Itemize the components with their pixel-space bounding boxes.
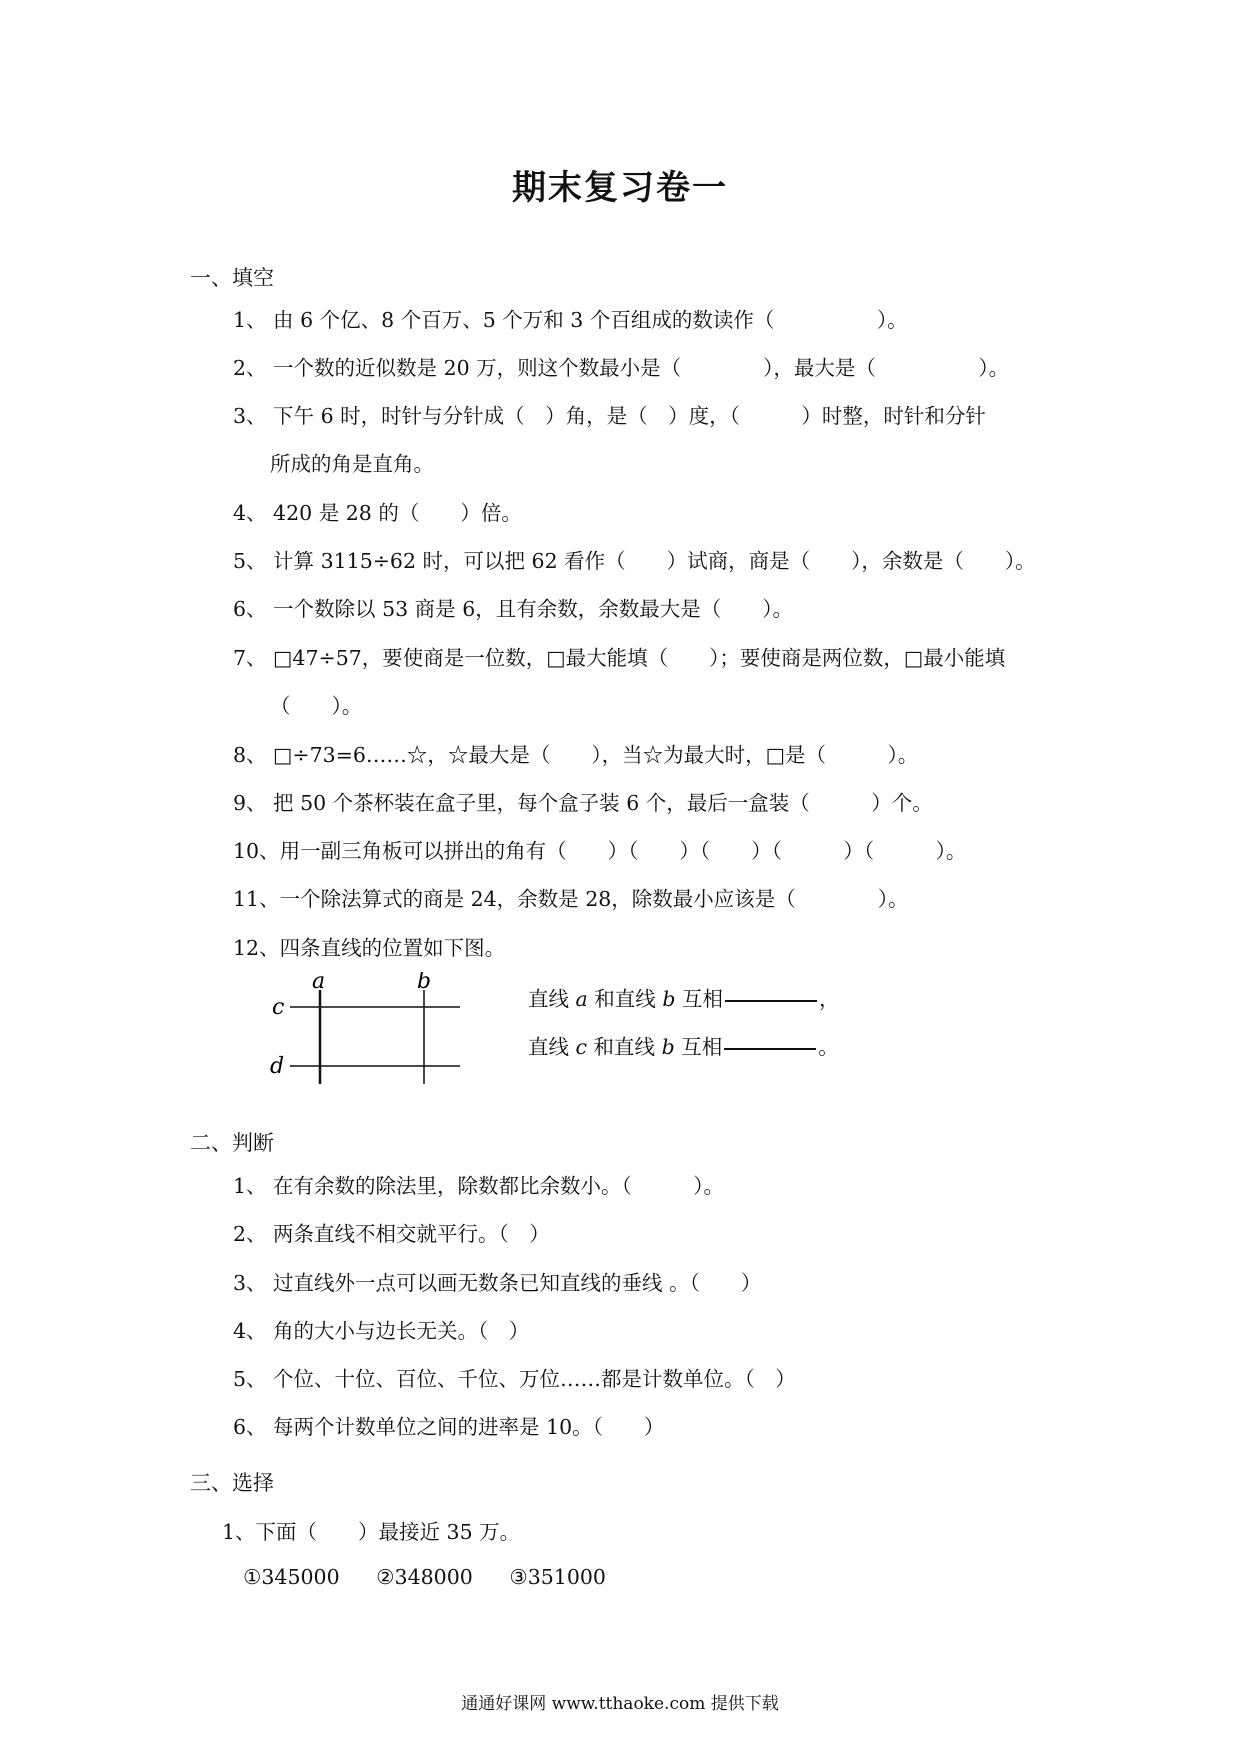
fill-question-12: 12、四条直线的位置如下图。	[233, 936, 506, 960]
choice-question-1: 1、下面（ ）最接近 35 万。	[222, 1520, 521, 1544]
option-1: ①345000	[243, 1565, 340, 1589]
fill-question-3-continued: 所成的角是直角。	[270, 452, 434, 476]
judge-question-4: 4、 角的大小与边长无关。（ ）	[233, 1319, 530, 1343]
section-heading-choice: 三、选择	[190, 1471, 274, 1495]
fill-question-2: 2、 一个数的近似数是 20 万，则这个数最小是（ ），最大是（ ）。	[233, 356, 1010, 380]
judge-question-1: 1、 在有余数的除法里，除数都比余数小。（ ）。	[233, 1174, 725, 1198]
page-title: 期末复习卷一	[512, 168, 728, 208]
line-label-a: a	[312, 972, 326, 994]
judge-question-3: 3、 过直线外一点可以画无数条已知直线的垂线 。（ ）	[233, 1271, 762, 1295]
fill-question-7-continued: （ ）。	[270, 694, 363, 718]
judge-question-5: 5、 个位、十位、百位、千位、万位……都是计数单位。（ ）	[233, 1367, 796, 1391]
lines-figure	[260, 972, 470, 1092]
option-3: ③351000	[509, 1565, 606, 1589]
fill-question-4: 4、 420 是 28 的（ ）倍。	[233, 501, 522, 525]
fill-question-9: 9、 把 50 个茶杯装在盒子里，每个盒子装 6 个，最后一盒装（ ）个。	[233, 791, 933, 815]
section-heading-judge: 二、判断	[190, 1131, 274, 1155]
line-label-b: b	[417, 972, 432, 994]
fill-question-10: 10、用一副三角板可以拼出的角有（ ）（ ）（ ）（ ）（ ）。	[233, 839, 967, 863]
judge-question-6: 6、 每两个计数单位之间的进率是 10。（ ）	[233, 1415, 665, 1439]
fill-question-1: 1、 由 6 个亿、8 个百万、5 个万和 3 个百组成的数读作（ ）。	[233, 308, 908, 332]
q12-statement-1: 直线 a 和直线 b 互相 ，	[528, 987, 840, 1011]
choice-options	[243, 1565, 636, 1589]
judge-question-2: 2、 两条直线不相交就平行。（ ）	[233, 1222, 550, 1246]
answer-blank-2[interactable]	[724, 1047, 816, 1050]
section-heading-fill: 一、填空	[190, 266, 274, 290]
line-label-c: c	[272, 995, 285, 1020]
fill-question-5: 5、 计算 3115÷62 时，可以把 62 看作（ ）试商，商是（ ），余数是（ ）。	[233, 549, 1036, 573]
option-2: ②348000	[376, 1565, 473, 1589]
fill-question-11: 11、一个除法算式的商是 24，余数是 28，除数最小应该是（ ）。	[233, 887, 909, 911]
line-label-d: d	[270, 1054, 285, 1079]
answer-blank-1[interactable]	[725, 999, 817, 1002]
fill-question-3: 3、 下午 6 时，时针与分针成（ ）角，是（ ）度，（ ）时整，时针和分针	[233, 404, 986, 428]
fill-question-8: 8、 □÷73=6……☆，☆最大是（ ），当☆为最大时，□是（ ）。	[233, 743, 919, 767]
fill-question-6: 6、 一个数除以 53 商是 6，且有余数，余数最大是（ ）。	[233, 597, 793, 621]
q12-statement-2: 直线 c 和直线 b 互相 。	[528, 1035, 839, 1059]
footer-credit: 通通好课网 www.tthaoke.com 提供下载	[461, 1694, 779, 1714]
fill-question-7: 7、 □47÷57，要使商是一位数，□最大能填（ ）；要使商是两位数，□最小能填	[233, 646, 1006, 670]
